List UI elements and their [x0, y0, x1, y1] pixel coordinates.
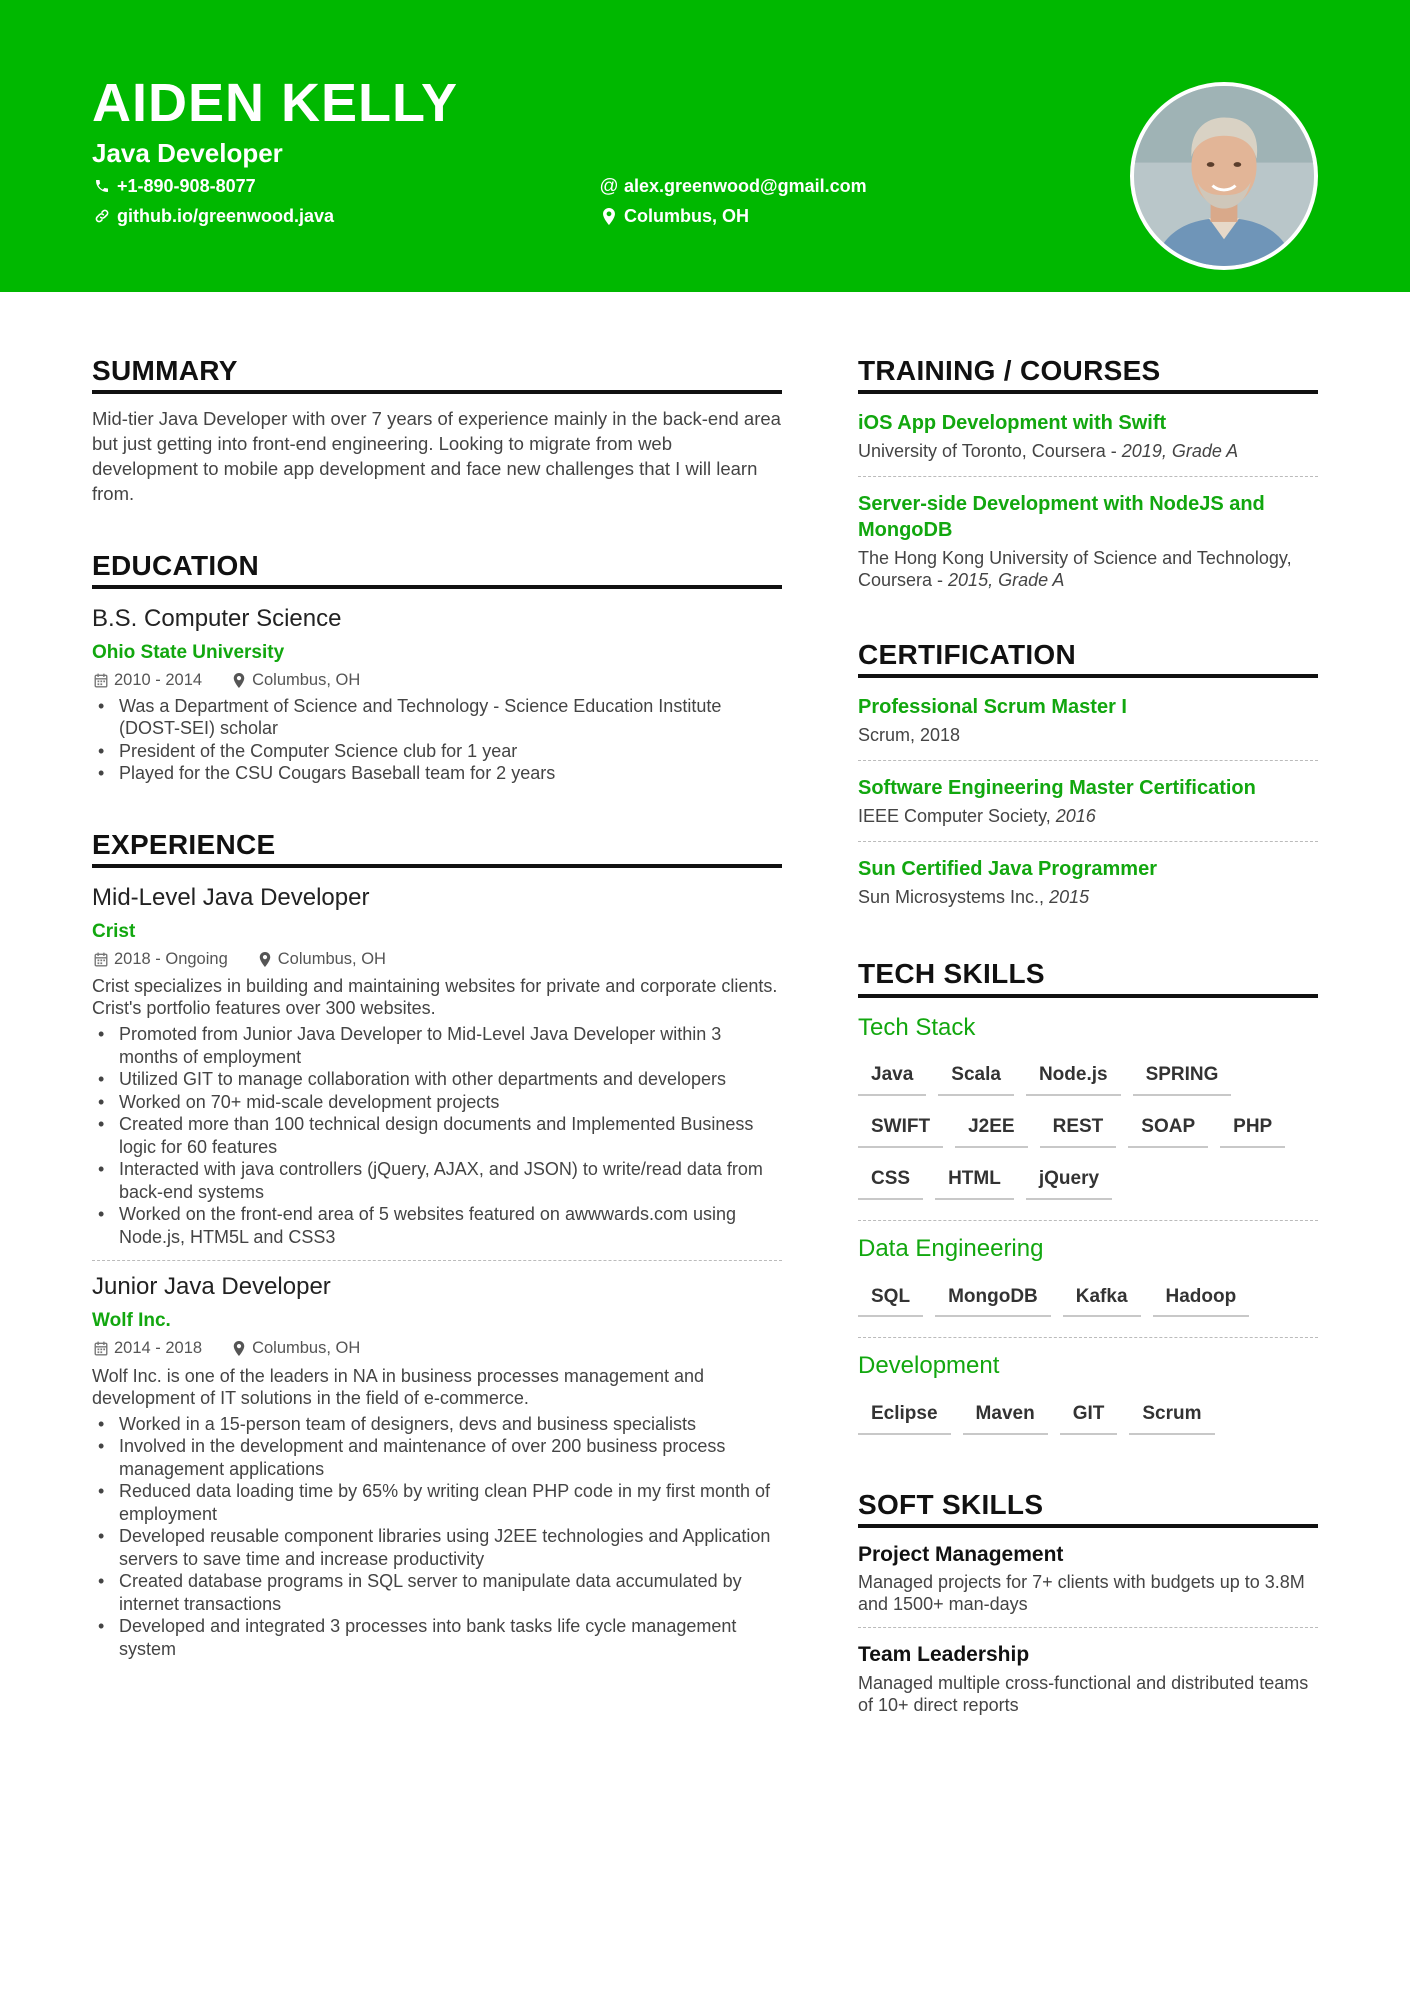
skill-tag: Kafka — [1063, 1286, 1141, 1318]
list-item: • Worked on 70+ mid-scale development projects — [92, 1091, 782, 1114]
portrait-illustration — [1134, 86, 1314, 266]
skill-tag: SWIFT — [858, 1116, 943, 1148]
company-name: Crist — [92, 920, 136, 942]
course-detail: 2015, Grade A — [948, 570, 1065, 591]
skill-tags — [858, 1403, 1318, 1455]
soft-skill-title: Project Management — [858, 1543, 1064, 1567]
skill-tag: Scrum — [1129, 1403, 1214, 1435]
skill-tag: CSS — [858, 1168, 923, 1200]
skill-tag: Eclipse — [858, 1403, 951, 1435]
skill-tag: Hadoop — [1153, 1286, 1250, 1318]
item-divider — [858, 1627, 1318, 1628]
contact-location — [599, 206, 749, 226]
skill-tag: Maven — [963, 1403, 1048, 1435]
list-item: • Utilized GIT to manage collaboration with other departments and developers — [92, 1068, 782, 1091]
skill-tag: SPRING — [1133, 1064, 1232, 1096]
certification-issuer — [858, 886, 1318, 908]
certification-section — [858, 639, 1318, 908]
job-bullets — [92, 1023, 782, 1248]
list-item: • Was a Department of Science and Technology - Science Education Institute (DOST-SEI) scholar — [92, 695, 782, 740]
skill-tag: REST — [1040, 1116, 1117, 1148]
soft-skills-section — [858, 1489, 1318, 1716]
skill-tag: Java — [858, 1064, 926, 1096]
skill-category-title: Tech Stack — [858, 1013, 976, 1041]
list-item: • Created database programs in SQL server to manipulate data accumulated by internet transactions — [92, 1570, 782, 1615]
soft-skill-item — [858, 1642, 1318, 1715]
summary-heading: SUMMARY — [92, 355, 782, 394]
list-item: • Created more than 100 technical design documents and Implemented Business logic for 60 features — [92, 1113, 782, 1158]
company-description: Crist specializes in building and maintaining websites for private and corporate clients. Crist's portfolio features over 300 websites. — [92, 976, 778, 1019]
certification-item — [858, 694, 1318, 746]
job-meta — [92, 950, 782, 970]
job-bullets — [92, 1413, 782, 1661]
job-role: Mid-Level Java Developer — [92, 883, 370, 911]
skill-tag: MongoDB — [935, 1286, 1051, 1318]
course-detail: 2019, Grade A — [1121, 441, 1239, 462]
item-divider — [858, 841, 1318, 842]
education-section — [92, 550, 782, 785]
skill-tag: jQuery — [1026, 1168, 1112, 1200]
list-item: • Interacted with java controllers (jQuery, AJAX, and JSON) to write/read data from back-end systems — [92, 1158, 782, 1203]
soft-skill-text: Managed multiple cross-functional and distributed teams of 10+ direct reports — [858, 1672, 1309, 1715]
education-location: Columbus, OH — [252, 670, 361, 689]
right-column — [858, 355, 1318, 1716]
list-item: • Involved in the development and maintenance of over 200 business process management applications — [92, 1435, 782, 1480]
soft-skill-text: Managed projects for 7+ clients with budgets up to 3.8M and 1500+ man-days — [858, 1572, 1305, 1615]
course-provider-name: University of Toronto, Coursera - — [858, 441, 1122, 462]
course-title: iOS App Development with Swift — [858, 412, 1167, 435]
skill-tags — [858, 1286, 1318, 1338]
item-divider — [858, 476, 1318, 477]
skill-tag: Scala — [938, 1064, 1014, 1096]
certification-item — [858, 775, 1318, 827]
item-divider — [858, 760, 1318, 761]
skill-tag: SQL — [858, 1286, 923, 1318]
website-link[interactable]: github.io/greenwood.java — [117, 206, 335, 226]
profile-photo — [1130, 82, 1318, 270]
skill-tags — [858, 1064, 1318, 1219]
link-icon — [92, 206, 112, 226]
contact-website — [92, 206, 334, 226]
contact-email — [599, 176, 867, 196]
certification-title: Professional Scrum Master I — [858, 696, 1127, 719]
location-text: Columbus, OH — [624, 206, 749, 226]
summary-text: Mid-tier Java Developer with over 7 years of experience mainly in the back-end area but just getting into front-end engineering. Looking to migrate from web development to mobile app development and face new challenges that I will learn from. — [92, 408, 781, 505]
course-provider — [858, 547, 1318, 591]
skill-tag: GIT — [1060, 1403, 1118, 1435]
education-bullets — [92, 695, 782, 785]
certification-year: 2016 — [1055, 806, 1096, 827]
certification-item — [858, 856, 1318, 908]
experience-entry — [92, 884, 782, 1248]
map-pin-icon — [256, 950, 274, 968]
list-item: • Worked on the front-end area of 5 websites featured on awwwards.com using Node.js, HTM5L and CSS3 — [92, 1203, 782, 1248]
certification-year: 2015 — [1049, 887, 1090, 908]
course-provider-name: The Hong Kong University of Science and Technology, Coursera - — [858, 548, 1292, 591]
experience-entry — [92, 1273, 782, 1660]
training-section — [858, 355, 1318, 591]
experience-heading: EXPERIENCE — [92, 829, 782, 868]
job-meta — [92, 1339, 782, 1359]
certification-issuer — [858, 724, 1318, 746]
job-dates: 2018 - Ongoing — [114, 949, 228, 968]
training-heading: TRAINING / COURSES — [858, 355, 1318, 394]
soft-skill-title: Team Leadership — [858, 1643, 1030, 1667]
soft-skill-item — [858, 1542, 1318, 1615]
phone-text[interactable]: +1-890-908-8077 — [117, 176, 256, 196]
category-divider — [858, 1337, 1318, 1338]
certification-heading: CERTIFICATION — [858, 639, 1318, 678]
certification-title: Sun Certified Java Programmer — [858, 858, 1157, 881]
skill-category-title: Development — [858, 1352, 1000, 1380]
map-pin-icon — [599, 206, 619, 226]
entry-divider — [92, 1260, 782, 1261]
company-description: Wolf Inc. is one of the leaders in NA in business processes management and development of IT solutions in the field of e-commerce. — [92, 1365, 705, 1408]
job-location: Columbus, OH — [252, 1338, 361, 1357]
issuer-name: Sun Microsystems Inc., — [858, 887, 1050, 908]
list-item: • Reduced data loading time by 65% by writing clean PHP code in my first month of employment — [92, 1480, 782, 1525]
candidate-title: Java Developer — [92, 138, 283, 168]
calendar-icon — [92, 672, 110, 690]
issuer-name: Scrum, 2018 — [858, 725, 961, 746]
candidate-name: AIDEN KELLY — [92, 73, 459, 133]
certification-title: Software Engineering Master Certification — [858, 777, 1256, 800]
at-icon: @ — [599, 175, 619, 197]
issuer-name: IEEE Computer Society, — [858, 806, 1056, 827]
school-name: Ohio State University — [92, 642, 285, 664]
job-location: Columbus, OH — [277, 949, 386, 968]
company-name: Wolf Inc. — [92, 1310, 171, 1332]
certification-issuer — [858, 805, 1318, 827]
list-item: • Played for the CSU Cougars Baseball team for 2 years — [92, 762, 782, 785]
degree: B.S. Computer Science — [92, 605, 342, 633]
job-dates: 2014 - 2018 — [114, 1338, 203, 1357]
list-item: • Developed reusable component libraries using J2EE technologies and Application servers to save time and increase productivity — [92, 1525, 782, 1570]
experience-section — [92, 829, 782, 1660]
category-divider — [858, 1220, 1318, 1221]
education-meta — [92, 671, 782, 691]
summary-section — [92, 355, 782, 506]
skill-tag: J2EE — [955, 1116, 1027, 1148]
course-provider — [858, 440, 1318, 462]
list-item: • President of the Computer Science club for 1 year — [92, 740, 782, 763]
skill-tag: PHP — [1220, 1116, 1285, 1148]
skill-tag: HTML — [935, 1168, 1014, 1200]
calendar-icon — [92, 950, 110, 968]
map-pin-icon — [230, 672, 248, 690]
education-dates: 2010 - 2014 — [114, 670, 203, 689]
course-title: Server-side Development with NodeJS and MongoDB — [858, 493, 1265, 542]
list-item: • Worked in a 15-person team of designers, devs and business specialists — [92, 1413, 782, 1436]
education-entry — [92, 605, 782, 784]
skill-tag: SOAP — [1128, 1116, 1208, 1148]
map-pin-icon — [230, 1340, 248, 1358]
education-heading: EDUCATION — [92, 550, 782, 589]
left-column — [92, 355, 782, 1660]
skill-category-title: Data Engineering — [858, 1234, 1044, 1262]
training-item — [858, 491, 1318, 591]
tech-skills-section — [858, 958, 1318, 1455]
tech-skills-heading: TECH SKILLS — [858, 958, 1318, 997]
job-role: Junior Java Developer — [92, 1273, 331, 1301]
soft-skills-heading: SOFT SKILLS — [858, 1489, 1318, 1528]
contact-phone — [92, 176, 256, 196]
resume-header — [0, 0, 1410, 292]
phone-icon — [92, 176, 112, 196]
list-item: • Developed and integrated 3 processes into bank tasks life cycle management system — [92, 1615, 782, 1660]
calendar-icon — [92, 1340, 110, 1358]
skill-tag: Node.js — [1026, 1064, 1121, 1096]
list-item: • Promoted from Junior Java Developer to Mid-Level Java Developer within 3 months of employment — [92, 1023, 782, 1068]
training-item — [858, 410, 1318, 462]
email-link[interactable]: alex.greenwood@gmail.com — [624, 176, 867, 196]
